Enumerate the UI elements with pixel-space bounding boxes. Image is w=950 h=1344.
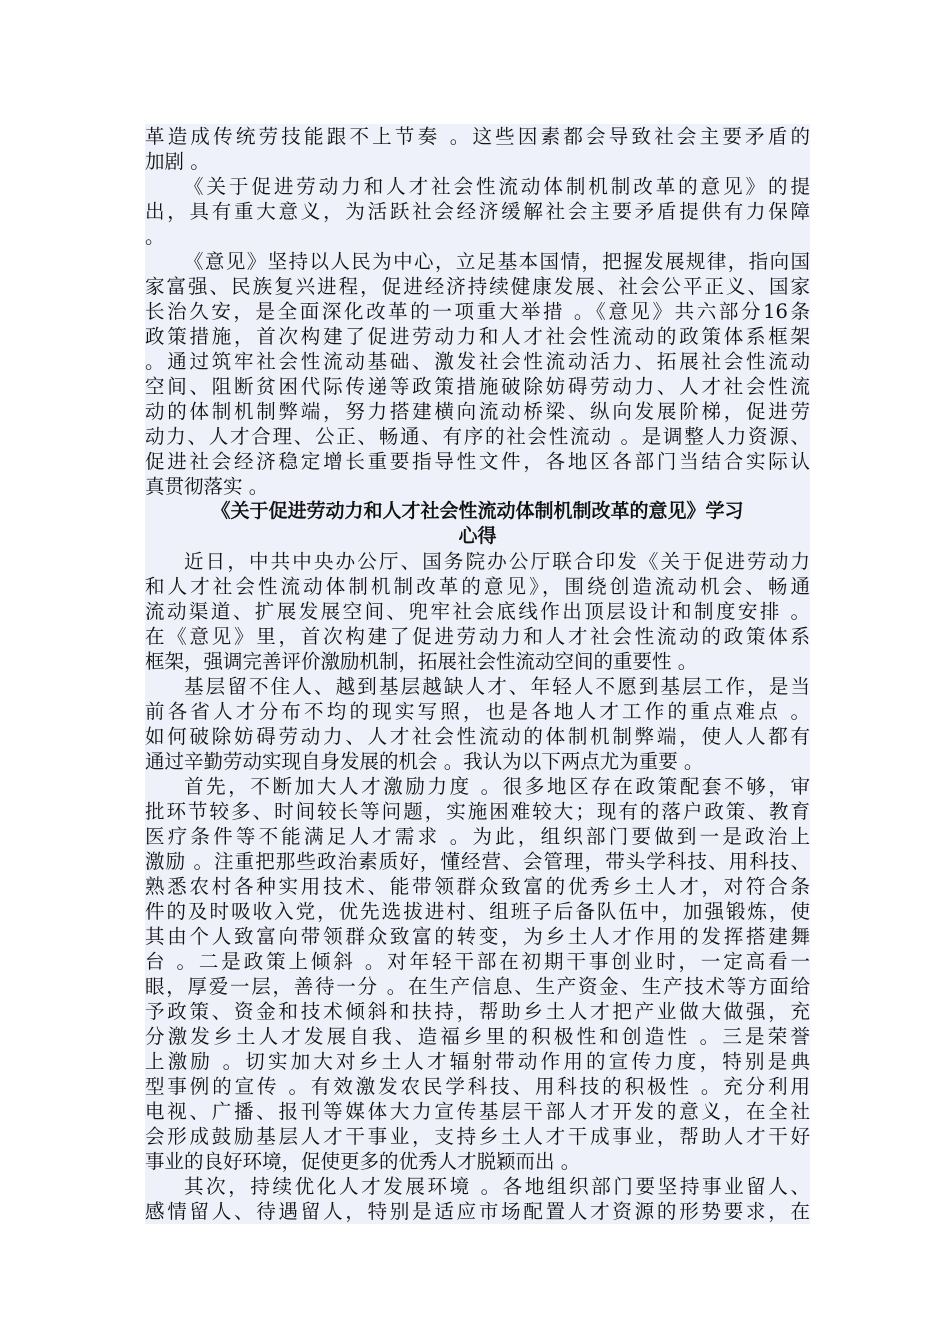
text-line: 政策措施，首次构建了促进劳动力和人才社会性流动的政策体系框架 [145, 325, 810, 348]
text-line: 和人才社会性流动体制机制改革的意见》，围绕创造流动机会、畅通 [145, 575, 810, 598]
text-line: 上激励 。切实加大对乡土人才辐射带动作用的宣传力度，特别是典 [145, 1050, 810, 1073]
text-line: 激励 。注重把那些政治素质好，懂经营、会管理，带头学科技、用科技、 [145, 850, 810, 873]
text-line: 医疗条件等不能满足人才需求 。为此，组织部门要做到一是政治上 [145, 825, 810, 848]
text-line: 前各省人才分布不均的现实写照，也是各地人才工作的重点难点 。 [145, 700, 810, 723]
text-line: 框架，强调完善评价激励机制，拓展社会性流动空间的重要性 。 [145, 650, 698, 673]
text-line: 型事例的宣传 。有效激发农民学科技、用科技的积极性 。充分利用 [145, 1075, 810, 1098]
text-line: 促进社会经济稳定增长重要指导性文件，各地区各部门当结合实际认 [145, 450, 810, 473]
text-line: 予政策、资金和技术倾斜和扶持，帮助乡土人才把产业做大做强，充 [145, 1000, 810, 1023]
text-line: 出，具有重大意义，为活跃社会经济缓解社会主要矛盾提供有力保障 [145, 200, 810, 223]
text-line: 近日，中共中央办公厅、国务院办公厅联合印发《关于促进劳动力 [184, 550, 810, 573]
text-line: 首先，不断加大人才激励力度 。很多地区存在政策配套不够，审 [184, 775, 810, 798]
text-line: 家富强、民族复兴进程，促进经济持续健康发展、社会公平正义、国家 [145, 275, 810, 298]
text-line: 如何破除妨碍劳动力、人才社会性流动的体制机制弊端，使人人都有 [145, 725, 810, 748]
text-line: 《意见》坚持以人民为中心，立足基本国情，把握发展规律，指向国 [184, 250, 810, 273]
text-line: 电视、广播、报刊等媒体大力宣传基层干部人才开发的意义，在全社 [145, 1100, 810, 1123]
text-line: 革造成传统劳技能跟不上节奏 。这些因素都会导致社会主要矛盾的 [145, 125, 810, 148]
text-line: 。通过筑牢社会性流动基础、激发社会性流动活力、拓展社会性流动 [145, 350, 810, 373]
text-line: 基层留不住人、越到基层越缺人才、年轻人不愿到基层工作，是当 [184, 675, 810, 698]
section-title: 心得 [458, 525, 497, 547]
text-line: 。 [145, 225, 165, 248]
text-line: 感情留人、待遇留人，特别是适应市场配置人才资源的形势要求，在 [145, 1200, 810, 1223]
text-line: 动力、人才合理、公正、畅通、有序的社会性流动 。是调整人力资源、 [145, 425, 810, 448]
text-line: 流动渠道、扩展发展空间、兜牢社会底线作出顶层设计和制度安排 。 [145, 600, 810, 623]
text-line: 分激发乡土人才发展自我、造福乡里的积极性和创造性 。三是荣誉 [145, 1025, 810, 1048]
section-title: 《关于促进劳动力和人才社会性流动体制机制改革的意见》学习 [211, 500, 744, 522]
text-line: 空间、阻断贫困代际传递等政策措施破除妨碍劳动力、人才社会性流 [145, 375, 810, 398]
text-line: 《关于促进劳动力和人才社会性流动体制机制改革的意见》的提 [184, 175, 810, 198]
text-line: 其次，持续优化人才发展环境 。各地组织部门要坚持事业留人、 [184, 1175, 810, 1198]
text-line: 眼，厚爱一层，善待一分 。在生产信息、生产资金、生产技术等方面给 [145, 975, 810, 998]
text-line: 动的体制机制弊端，努力搭建横向流动桥梁、纵向发展阶梯，促进劳 [145, 400, 810, 423]
text-line: 件的及时吸收入党，优先选拔进村、组班子后备队伍中，加强锻炼，使 [145, 900, 810, 923]
text-line: 台 。二是政策上倾斜 。对年轻干部在初期干事创业时，一定高看一 [145, 950, 810, 973]
article-body [145, 124, 810, 1224]
text-line: 真贯彻落实 。 [145, 475, 269, 498]
text-line: 会形成鼓励基层人才干事业，支持乡土人才干成事业，帮助人才干好 [145, 1125, 810, 1148]
text-line: 加剧 。 [145, 150, 210, 173]
text-line: 事业的良好环境，促使更多的优秀人才脱颖而出 。 [145, 1150, 581, 1173]
text-line: 其由个人致富向带领群众致富的转变，为乡土人才作用的发挥搭建舞 [145, 925, 810, 948]
text-line: 长治久安，是全面深化改革的一项重大举措 。《意见》共六部分16条 [145, 300, 810, 323]
text-line: 批环节较多、时间较长等问题，实施困难较大；现有的落户政策、教育 [145, 800, 810, 823]
text-line: 在《意见》里，首次构建了促进劳动力和人才社会性流动的政策体系 [145, 625, 810, 648]
text-line: 通过辛勤劳动实现自身发展的机会 。我认为以下两点尤为重要 。 [145, 750, 704, 773]
text-line: 熟悉农村各种实用技术、能带领群众致富的优秀乡土人才，对符合条 [145, 875, 810, 898]
